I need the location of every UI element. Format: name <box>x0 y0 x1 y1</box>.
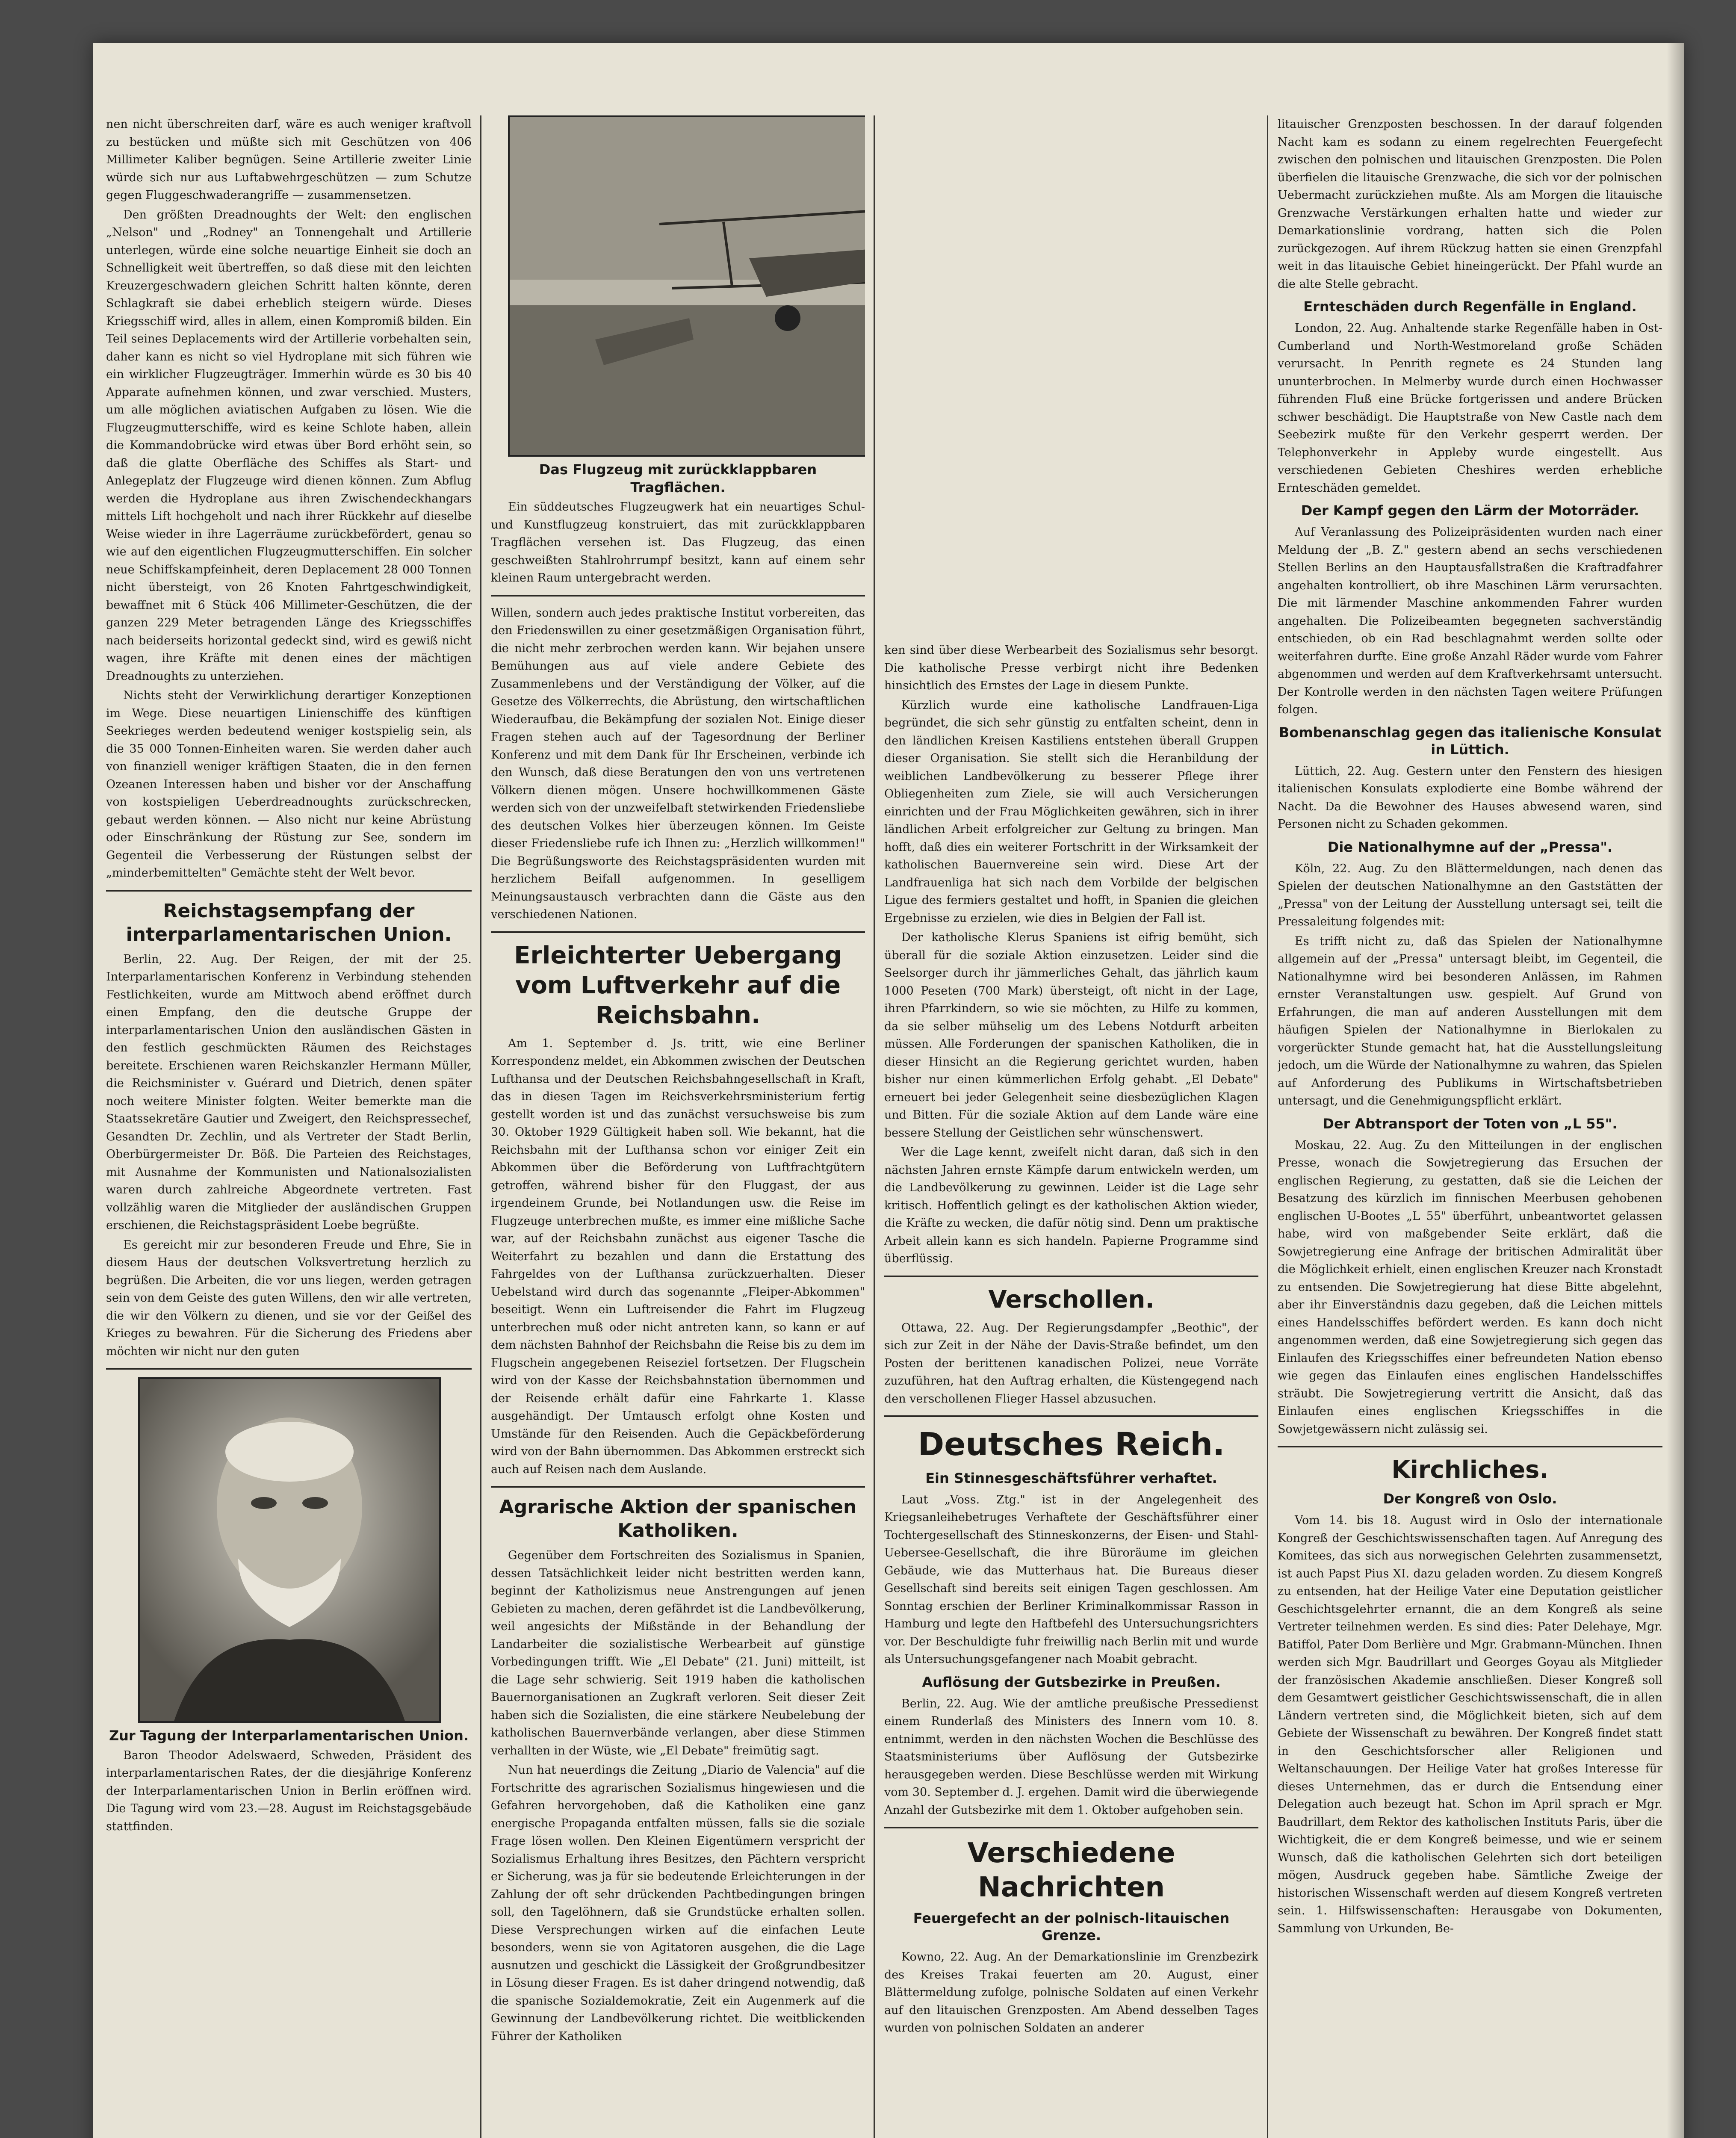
column-3 <box>884 641 1258 2138</box>
article-text: ken sind über diese Werbearbeit des Sozialismus sehr besorgt. Die katholische Presse verbirgt nicht ihre Bedenken hinsichtlich des Ernstes der Lage in diesem Punkte. <box>884 644 1258 692</box>
article-text: Es gereicht mir zur besonderen Freude und Ehre, Sie in diesem Haus der deutschen Volksvertretung herzlich zu begrüßen. Die Arbeiten, die vor uns liegen, werden getragen sein von dem Geiste des guten Willens, den wir alle vertreten, die wir den Völkern zu dienen, und sie vor der Geißel des Krieges zu bewahren. Für die Sicherung des Friedens aber möchten wir nicht nur den guten <box>106 1238 472 1358</box>
article-text: litauischer Grenzposten beschossen. In der darauf folgenden Nacht kam es sodann zu einem regelrechten Feuergefecht zwischen den polnischen und litauischen Grenzposten. Die Polen überfielen die litauische Grenzwache, die sich vor der polnischen Uebermacht zurückziehen mußte. Als am Morgen die litauische Grenzwache Verstärkungen erhalten hatte und wieder zur Demarkationslinie vordrang, hatten sich die Polen zurückgezogen. Auf ihrem Rückzug hatten sie einen Grenzpfahl weit in das litauische Gebiet hineingerückt. Der Pfahl wurde an die alte Stelle gebracht. <box>1278 118 1662 291</box>
article-text: Berlin, 22. Aug. Der Reigen, der mit der 25. Interparlamentarischen Konferenz in Verbindung stehenden Festlichkeiten, wurde am Mittwoch abend eröffnet durch einen Empfang, den die deutsche Gruppe der interparlamentarischen Union den ausländischen Gästen in den festlich geschmückten Räumen des Reichstages bereitete. Erschienen waren Reichskanzler Hermann Müller, die Reichsminister v. Guérard und Dietrich, denen später noch weitere Minister folgten. Weiter bemerkte man die Staatssekretäre Gautier und Zweigert, den Reichspressechef, Gesandten Dr. Zechlin, und als Vertreter der Stadt Berlin, Oberbürgermeister Dr. Böß. Die Parteien des Reichstages, mit Ausnahme der Kommunisten und Nationalsozialisten waren durch zahlreiche Abgeordnete vertreten. Fast vollzählig waren die Mitglieder der ausländischen Gruppen erschienen, die Reichstagspräsident Loebe begrüßte. <box>106 952 472 1232</box>
divider <box>491 931 865 933</box>
article-text: Ottawa, 22. Aug. Der Regierungsdampfer „Beothic", der sich zur Zeit in der Nähe der Davis-Straße befindet, um den Posten der berittenen kanadischen Polizei, neue Vorräte zuzuführen, hat den Auftrag erhalten, die Küstengegend nach den verschollenen Flieger Hassel abzusuchen. <box>884 1321 1258 1406</box>
column-rule <box>874 115 875 2138</box>
article-text: Moskau, 22. Aug. Zu den Mitteilungen in der englischen Presse, wonach die Sowjetregierung das Ersuchen der englischen Regierung, zu gestatten, daß sie die Leichen der Besatzung des kürzlich im finnischen Meerbusen gehobenen englischen U-Bootes „L 55" überführt, unbeantwortet gelassen habe, wird von maßgebender Seite erklärt, daß die Sowjetregierung eine Anfrage der britischen Admiralität über die Möglichkeit erhielt, einen englischen Kreuzer nach Kronstadt zu entsenden. Die Sowjetregierung hat diese Bitte abgelehnt, aber ihr Einverständnis dazu gegeben, daß die Leichen mittels eines Handelsschiffes befördert werden. Es kann doch nicht angenommen werden, daß eine Sowjetregierung sich gegen das Einlaufen des Kriegsschiffes einer befreundeten Nation ebenso wie gegen das Einlaufen eines englischen Handelsschiffes sträubt. Die Sowjetregierung vertritt die Ansicht, daß das Einlaufen eines englischen Kriegsschiffes in die Sowjetgewässern nicht zulässig sei. <box>1278 1138 1662 1436</box>
page-edge-shadow <box>1667 43 1684 2138</box>
subhead-feuergefecht: Feuergefecht an der polnisch-litauischen Grenze. <box>913 1910 1230 1943</box>
portrait-caption: Zur Tagung der Interparlamentarischen Union. <box>109 1728 469 1744</box>
article-text: nen nicht überschreiten darf, wäre es auch weniger kraftvoll zu bestücken und müßte sich mit Geschützen von 406 Millimeter Kaliber begnügen. Seine Artillerie zweiter Linie würde sich nur aus Luftabwehrgeschützen — zum Schutze gegen Fluggeschwaderangriffe — zusammensetzen. <box>106 118 472 202</box>
column-1 <box>106 115 472 2138</box>
article-text: Am 1. September d. Js. tritt, wie eine Berliner Korrespondenz meldet, ein Abkommen zwischen der Deutschen Lufthansa und der Deutschen Reichsbahngesellschaft in Kraft, das in diesen Tagen im Reichsverkehrsministerium fertig gestellt worden ist und das zunächst versuchsweise bis zum 30. Oktober 1929 Gültigkeit haben soll. Wie bekannt, hat die Reichsbahn mit der Lufthansa schon vor einiger Zeit ein Abkommen über die Beförderung von Luftfrachtgütern getroffen, während bisher für den Fluggast, der aus irgendeinem Grunde, bei Notlandungen usw. die Reise im Flugzeuge unterbrechen mußte, es immer eine mißliche Sache war, auf der Reichsbahn zunächst aus eigener Tasche die Weiterfahrt zu bezahlen und dann die Erstattung des Fahrgeldes von der Lufthansa zurückzuerhalten. Dieser Uebelstand wird durch das sogenannte „Fleiper-Abkommen" beseitigt. Wenn ein Luftreisender die Fahrt im Flugzeug unterbrechen muß oder nicht antreten kann, so kann er auf dem nächsten Bahnhof der Reichsbahn die Reise bis zu dem im Flugschein angegebenen Reiseziel fortsetzen. Der Flugschein wird von der Kasse der Reichsbahnstation übernommen und der Reisende erhält dafür eine Fahrkarte 1. Klasse ausgehändigt. Der Umtausch erfolgt ohne Kosten und Umstände für den Reisenden. Auch die Gepäckbeförderung wird von der Bahn übernommen. Das Abkommen erstreckt sich auch auf Reisen nach dem Auslande. <box>491 1037 865 1476</box>
article-text: Wer die Lage kennt, zweifelt nicht daran, daß sich in den nächsten Jahren ernste Kämpfe darum entwickeln werden, um die Landbevölkerung zu gewinnen. Leider ist die Lage sehr kritisch. Hoffentlich gelingt es der katholischen Aktion wieder, die Kräfte zu wecken, die dafür nötig sind. Denn um praktische Arbeit allein kann es sich handeln. Papierne Programme sind überflüssig. <box>884 1146 1258 1265</box>
subhead-nationalhymne: Die Nationalhymne auf der „Pressa". <box>1327 839 1613 855</box>
article-text: Es trifft nicht zu, daß das Spielen der Nationalhymne allgemein auf der „Pressa" untersagt bleibt, im Gegenteil, die Nationalhymne wird bei besonderen Anlässen, im Rahmen ernster Veranstaltungen usw. gespielt. Auf Grund von Erfahrungen, die man auf anderen Ausstellungen mit dem häufigen Spielen der Nationalhymne in Bierlokalen zu vorgerückter Stunde gemacht hat, hat die Ausstellungsleitung jedoch, um die Würde der Nationalhymne zu wahren, das Spielen auf Anforderung des Publikums in Wirtschaftsbetrieben untersagt, und die Genehmigungspflicht erklärt. <box>1278 934 1662 1107</box>
divider <box>884 1827 1258 1828</box>
article-text: Willen, sondern auch jedes praktische Institut vorbereiten, das den Friedenswillen zu einer gesetzmäßigen Organisation führt, die nicht mehr zerbrochen werden kann. Wir bejahen unsere Bemühungen aus auf viele andere Gebiete des Zusammenlebens und der Verständigung der Völker, auf die Gesetze des Völkerrechts, die Abrüstung, den wirtschaftlichen Wiederaufbau, die Bekämpfung der sozialen Not. Einige dieser Fragen stehen auch auf der Tagesordnung der Berliner Konferenz und mit dem Dank für Ihr Erscheinen, verbinde ich den Wunsch, daß diese Beratungen den von uns vertretenen Völkern dienen mögen. Unsere hochwillkommenen Gäste werden sich von der unzweifelbaft stetwirkenden Friedensliebe des deutschen Volkes hier überzeugen können. Im Geiste dieser Friedensliebe rufe ich Ihnen zu: „Herzlich willkommen!" Die Begrüßungsworte des Reichstagspräsidenten wurden mit herzlichem Beifall aufgenommen. In geselligem Meinungsaustausch verbrachten dann die Gäste aus den verschiedenen Nationen. <box>491 606 865 921</box>
subhead-motorraeder: Der Kampf gegen den Lärm der Motorräder. <box>1301 502 1639 519</box>
article-text: Den größten Dreadnoughts der Welt: den englischen „Nelson" und „Rodney" an Tonnengehalt und Artillerie unterlegen, würde eine solche neuartige Einheit sie doch an Schnelligkeit weit übertreffen, so daß diese mit den leichten Kreuzergeschwadern gleichen Schritt halten könnte, deren Schlagkraft sie dabei erheblich steigern würde. Dieses Kriegsschiff wird, alles in allem, einen Kompromiß bilden. Ein Teil seines Deplacements wird der Artillerie vorbehalten sein, daher kann es nicht so viel Hydroplane mit sich führen wie ein wirklicher Flugzeugträger. Immerhin würde es 30 bis 40 Apparate aufnehmen können, und zwar verschied. Musters, um alle möglichen aviatischen Aufgaben zu lösen. Wie die Flugzeugmutterschiffe, wird es keine Schlote haben, allein die Kommandobrücke wird etwas über Bord erhöht sein, so daß die glatte Oberfläche des Schiffes als Start- und Anlegeplatz der Flugzeuge wird dienen können. Zum Abflug werden die Hydroplane aus ihren Zwischendeckhangars mittels Lift hochgeholt und nach ihrer Rückkehr auf dieselbe Weise wieder in ihre Lagerräume zurückbefördert, genau so wie auf den eigentlichen Flugzeugmutterschiffen. Ein solcher neue Schiffskampfeinheit, deren Deplacement 28 000 Tonnen nicht übersteigt, von 26 Knoten Fahrtgeschwindigkeit, bewaffnet mit 6 Stück 406 Millimeter-Geschützen, die der ganzen 229 Meter betragenden Länge des Kriegsschiffes nach beiderseits horizontal gedeckt sind, wird es gewiß nicht wagen, ihre Kräfte mit denen eines der mächtigen Dreadnoughts zu unterziehen. <box>106 208 472 683</box>
airplane-caption: Das Flugzeug mit zurückklappbaren Tragflächen. <box>539 461 817 496</box>
divider <box>106 890 472 892</box>
article-text: Nichts steht der Verwirklichung derartiger Konzeptionen im Wege. Diese neuartigen Linienschiffe des künftigen Seekrieges werden bedeutend weniger kostspielig sein, als die 35 000 Tonnen-Einheiten waren. Sie werden daher auch von finanziell weniger kräftigen Staaten, die in den fernen Ozeanen Interessen haben und bisher vor der Anschaffung von kostspieligen Ueberdreadnoughts zurückschrecken, gebaut werden können. — Also nicht nur keine Abrüstung oder Einschränkung der Rüstung zur See, sondern im Gegenteil die Verbesserung der Rüstungen selbst der „minderbemittelten" Gemächte steht der Welt bevor. <box>106 689 472 880</box>
divider <box>491 1486 865 1488</box>
column-2 <box>491 115 865 2138</box>
column-4 <box>1278 115 1662 2138</box>
article-text: Laut „Voss. Ztg." ist in der Angelegenheit des Kriegsanleihebetruges Verhaftete der Geschäftsführer einer Tochtergesellschaft des Stinneskonzerns, der Eisen- und Stahl-Uebersee-Gesellschaft, die ihre Büroräume im gleichen Gebäude, wie das Mutterhaus hat. Die Bureaus dieser Gesellschaft sind bereits seit einigen Tagen geschlossen. Am Sonntag erschien der Berliner Kriminalkommissar Rasson in Hamburg und legte den Haftbefehl des Untersuchungsrichters vor. Der Beschuldigte fuhr freiwillig nach Berlin mit und wurde als Untersuchungsgefangener nach Moabit gebracht. <box>884 1493 1258 1666</box>
article-text: Kowno, 22. Aug. An der Demarkationslinie im Grenzbezirk des Kreises Trakai feuerten am 20. August, einer Blättermeldung zufolge, polnische Soldaten auf einen Verkehr auf den litauischen Grenzposten. Am Abend desselben Tages wurden von polnischen Soldaten an anderer <box>884 1950 1258 2035</box>
divider <box>884 1415 1258 1417</box>
article-text: Berlin, 22. Aug. Wie der amtliche preußische Pressedienst einem Runderlaß des Ministers des Innern vom 10. 8. entnimmt, werden in den nächsten Wochen die Beschlüsse des Staatsministeriums über Auflösung der Gutsbezirke herausgegeben werden. Diese Beschlüsse werden mit Wirkung vom 30. September d. J. ergehen. Damit wird die überwiegende Anzahl der Gutsbezirke mit dem 1. Oktober aufgehoben sein. <box>884 1697 1258 1817</box>
article-text: Vom 14. bis 18. August wird in Oslo der internationale Kongreß der Geschichtswissenschaften tagen. Auf Anregung des Komitees, das sich aus norwegischen Gelehrten zusammensetzt, ist auch Papst Pius XI. dazu geladen worden. Zu diesem Kongreß zu entsenden, hat der Heilige Vater eine Deputation geistlicher Geschichtsgelehrter ernannt, die an dem Kongreß als seine Vertreter teilnehmen werden. Es sind dies: Pater Delehaye, Mgr. Batiffol, Pater Dom Berlière und Mgr. Grabmann-München. Ihnen werden sich Mgr. Baudrillart und Georges Goyau als Mitglieder der französischen Akademie anschließen. Dieser Kongreß soll dem Gesamtwert geistlicher Geschichtswissenschaft, die in allen Ländern vertreten sind, die Möglichkeit bieten, sich auf dem Gebiete der Wissenschaft zu bewähren. Der Kongreß findet statt in den Geschichtsforscher aller Religionen und Weltanschauungen. Der Heilige Vater hat großes Interesse für dieses Unternehmen, das er durch die Entsendung einer Delegation auch bezeugt hat. Schon im April sprach er Mgr. Baudrillart, dem Rektor des katholischen Instituts Paris, über die Wichtigkeit, die er dem Kongreß beimesse, und wie er seinem Wunsch, daß die katholischen Gelehrten sich dort beteiligen mögen, Ausdruck gegeben habe. Sämtliche Zweige der historischen Wissenschaft werden auf diesem Kongreß vertreten sein. 1. Hilfswissenschaften: Herausgabe von Dokumenten, Sammlung von Urkunden, Be- <box>1278 1514 1662 1935</box>
subhead-stinnes: Ein Stinnesgeschäftsführer verhaftet. <box>925 1470 1217 1486</box>
headline-verschollen: Verschollen. <box>988 1285 1154 1314</box>
article-text: Köln, 22. Aug. Zu den Blättermeldungen, nach denen das Spielen der deutschen Nationalhymne an den Gaststätten der „Pressa" von der Leitung der Ausstellung untersagt sei, teilt die Pressaleitung folgendes mit: <box>1278 862 1662 928</box>
headline-agrarische-aktion: Agrarische Aktion der spanischen Katholiken. <box>499 1496 857 1541</box>
subhead-ernteschaeden: Ernteschäden durch Regenfälle in England. <box>1303 298 1637 315</box>
airplane-image <box>510 117 865 455</box>
article-text: London, 22. Aug. Anhaltende starke Regenfälle haben in Ost-Cumberland und North-Westmoreland große Schäden verursacht. In Penrith regnete es 24 Stunden lang ununterbrochen. In Melmerby wurde durch einen Hochwasser führenden Fluß eine Brücke fortgerissen und andere Brücken schwer beschädigt. Die Hauptstraße von New Castle nach dem Seebezirk mußte für den Verkehr gesperrt werden. Der Telephonverkehr in Appleby wurde eingestellt. Aus verschiedenen Gebieten Cheshires werden erhebliche Ernteschäden gemeldet. <box>1278 322 1662 495</box>
column-rule <box>1267 115 1268 2138</box>
column-rule <box>480 115 481 2138</box>
article-text: Der katholische Klerus Spaniens ist eifrig bemüht, sich überall für die soziale Aktion einzusetzen. Leider sind die Seelsorger durch ihr jämmerliches Gehalt, das jährlich kaum 1000 Peseten (700 Mark) übersteigt, oft nicht in der Lage, ihren Pfarrkindern, so wie sie möchten, zu Hilfe zu kommen, da sie selber mühselig um des Lebens Notdurft arbeiten müssen. Alle Forderungen der spanischen Katholiken, die in dieser Hinsicht an die Regierung gerichtet wurden, haben bisher nur einen kümmerlichen Erfolg gehabt. „El Debate" erneuert bei jeder Gelegenheit seine diesbezüglichen Klagen und Bitten. Für die soziale Aktion auf dem Lande wäre eine bessere Stellung der Geistlichen sehr wünschenswert. <box>884 931 1258 1140</box>
divider <box>491 595 865 597</box>
headline-reichstagsempfang: Reichstagsempfang der interparlamentarischen Union. <box>126 900 452 945</box>
subhead-gutsbezirke: Auflösung der Gutsbezirke in Preußen. <box>922 1674 1221 1690</box>
subhead-kongress-oslo: Der Kongreß von Oslo. <box>1383 1491 1557 1507</box>
divider <box>1278 1446 1662 1447</box>
article-text: Kürzlich wurde eine katholische Landfrauen-Liga begründet, die sich sehr günstig zu entfalten scheint, denn in den ländlichen Kreisen Kastiliens entstehen überall Gruppen dieser Organisation. Sie stellt sich die Heranbildung der weiblichen Landbevölkerung zu besserer Pflege ihrer Obliegenheiten zum Ziele, sie will auch Versicherungen einrichten und der Frau Möglichkeiten gewähren, sich in ihrer ländlichen Arbeit erfolgreicher zur Geltung zu bringen. Man hofft, daß dies ein weiterer Fortschritt in der Wirksamkeit der katholischen Bauernvereine sein wird. Diese Art der Landfrauenliga hat sich nach dem Vorbilde der belgischen Ligue des fermiers gestaltet und hofft, in Spanien die gleichen Ergebnisse zu erzielen, wie dies in Belgien der Fall ist. <box>884 698 1258 925</box>
subhead-bombenanschlag: Bombenanschlag gegen das italienische Konsulat in Lüttich. <box>1278 724 1662 758</box>
divider <box>884 1276 1258 1277</box>
article-text: Gegenüber dem Fortschreiten des Sozialismus in Spanien, dessen Tatsächlichkeit leider nicht bestritten werden kann, beginnt der Katholizismus neue Anstrengungen auf jenen Gebieten zu machen, deren gefährdet ist die Landbevölkerung, weil angesichts der Mißstände in der Behandlung der Landarbeiter die sozialistische Werbearbeit auf günstige Vorbedingungen trifft. Wie „El Debate" (21. Juni) mitteilt, ist die Lage sehr schwierig. Seit 1919 haben die katholischen Bauernorganisationen an Zugkraft verloren. Seit dieser Zeit haben sich die Sozialisten, die eine stärkere Neubelebung der katholischen Bauernverbände verlangen, aber diese Stimmen verhallten in der Wüste, wie „El Debate" freimütig sagt. <box>491 1549 865 1757</box>
article-text: Baron Theodor Adelswaerd, Schweden, Präsident des interparlamentarischen Rates, der die diesjährige Konferenz der Interparlamentarischen Union in Berlin eröffnen wird. Die Tagung wird vom 23.—28. August im Reichstagsgebäude stattfinden. <box>106 1748 472 1833</box>
airplane-photo <box>508 115 865 457</box>
headline-deutsches-reich: Deutsches Reich. <box>918 1426 1225 1463</box>
newspaper-page <box>93 43 1684 2138</box>
headline-kirchliches: Kirchliches. <box>1391 1456 1549 1484</box>
article-text: Lüttich, 22. Aug. Gestern unter den Fenstern des hiesigen italienischen Konsulats explodierte eine Bombe während der Nacht. Da die Bewohner des Hauses abwesend waren, sind Personen nicht zu Schaden gekommen. <box>1278 764 1662 831</box>
subhead-abtransport: Der Abtransport der Toten von „L 55". <box>1323 1115 1618 1132</box>
headline-verschiedene-nachrichten: Verschiedene Nachrichten <box>967 1837 1175 1903</box>
caption-text: Ein süddeutsches Flugzeugwerk hat ein neuartiges Schul- und Kunstflugzeug konstruiert, das mit zurückklappbaren Tragflächen versehen ist. Das Flugzeug, das einen geschweißten Stahlrohrrumpf besitzt, kann auf einem sehr kleinen Raum untergebracht werden. <box>491 500 865 585</box>
divider <box>106 1368 472 1370</box>
article-text: Auf Veranlassung des Polizeipräsidenten wurden nach einer Meldung der „B. Z." gestern abend an sechs verschiedenen Stellen Berlins an den Hauptausfallstraßen die Kraftradfahrer angehalten kontrolliert, ob ihre Maschinen Lärm verursachten. Die mit lärmender Maschine ankommenden Fahrer wurden angehalten. Die Polizeibeamten begegneten sachverständig entschieden, ob ein Rad beschlagnahmt werden sollte oder weiterfahren durfte. Eine große Anzahl Räder wurde vom Fahrer abgenommen und werden auf dem Kraftverkehrsamt untersucht. Der Kontrolle werden in den nächsten Tagen weitere Prüfungen folgen. <box>1278 526 1662 716</box>
headline-luftverkehr: Erleichterter Uebergang vom Luftverkehr auf die Reichsbahn. <box>514 941 842 1029</box>
portrait-photo <box>138 1377 441 1723</box>
article-text: Nun hat neuerdings die Zeitung „Diario de Valencia" auf die Fortschritte des agrarischen Sozialismus hingewiesen und die Gefahren hervorgehoben, daß die Katholiken eine ganz energische Propaganda entfalten müssen, falls sie die soziale Frage lösen wollen. Den Kleinen Eigentümern verspricht der Sozialismus Erhaltung ihres Besitzes, den Pächtern verspricht er Sicherung, was ja für sie bedeutende Erleichterungen in der Zahlung der oft sehr drückenden Pachtbedingungen bringen soll, den Tagelöhnern, daß sie Grundstücke erhalten sollen. Diese Versprechungen wirken auf die einfachen Leute besonders, wenn sie von Agitatoren ausgehen, die die Lage ausnutzen und geschickt die Lässigkeit der Großgrundbesitzer in Lösung dieser Fragen. Es ist daher dringend notwendig, daß die spanische Sozialdemokratie, Zeit ein Augenmerk auf die Gewinnung der Landbevölkerung richtet. Die weitblickenden Führer der Katholiken <box>491 1763 865 2043</box>
portrait-image <box>140 1379 439 1721</box>
